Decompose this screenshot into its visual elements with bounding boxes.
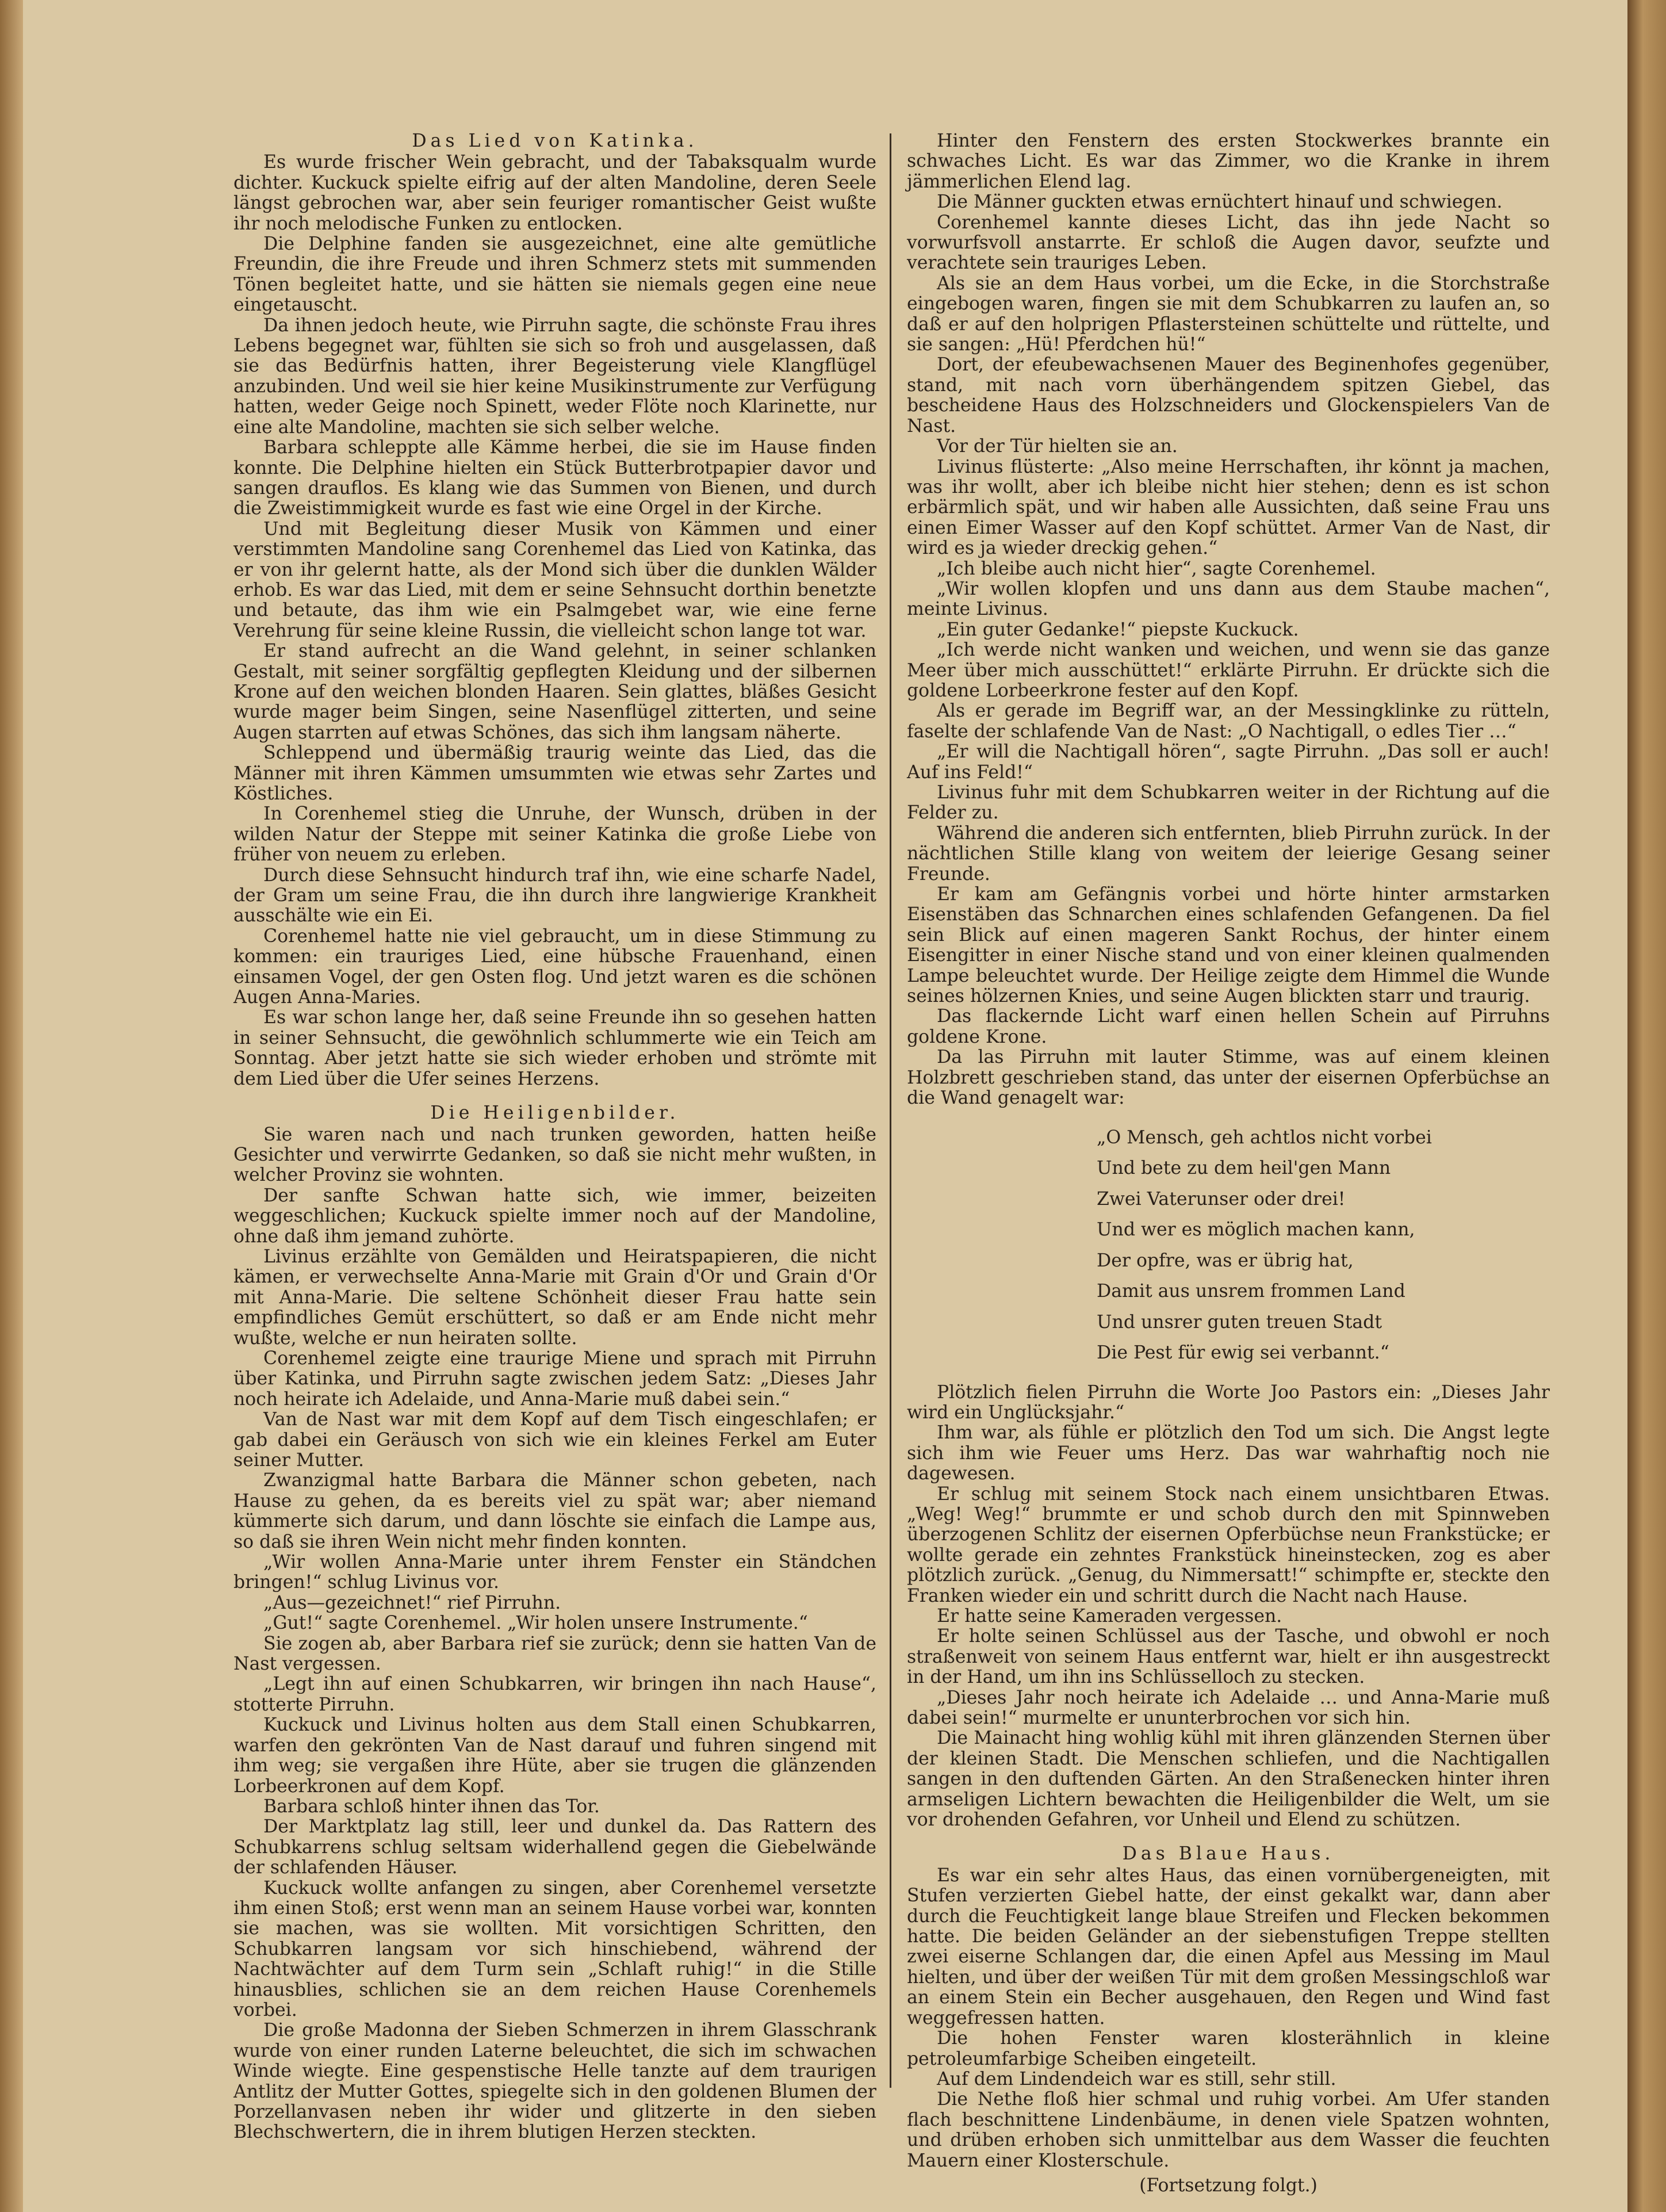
paragraph: „Ein guter Gedanke!“ piepste Kuckuck.	[937, 619, 1299, 640]
paragraph: „Wir wollen klopfen und uns dann aus dem Staube machen“, meinte Livinus.	[907, 578, 1550, 620]
verse-line: Die Pest für ewig sei verbannt.“	[1097, 1342, 1389, 1363]
paragraph: Corenhemel hatte nie viel gebraucht, um in diese Stimmung zu kommen: ein trauriges Lied, eine hübsche Frauenhand, einen einsamen Vogel, der gen Osten flog. Und jetzt waren es die schönen Augen Anna-Maries.	[233, 925, 876, 1008]
section-katinka-text	[233, 152, 876, 1089]
paragraph: Livinus erzählte von Gemälden und Heiratspapieren, die nicht kämen, er verwechselte Anna-Marie mit Grain d'Or und Grain d'Or mit Anna-Marie. Die seltene Schönheit dieser Frau hatte sein empfindliches Gemüt erschüttert, so daß er am Ende nicht mehr wußte, welche er nun heiraten sollte.	[233, 1246, 876, 1349]
paragraph: Barbara schloß hinter ihnen das Tor.	[263, 1796, 600, 1817]
paragraph: Während die anderen sich entfernten, blieb Pirruhn zurück. In der nächtlichen Stille klang von weitem der leierige Gesang seiner Freunde.	[907, 822, 1550, 885]
paragraph: Barbara schleppte alle Kämme herbei, die sie im Hause finden konnte. Die Delphine hielten ein Stück Butterbrotpapier davor und sangen drauflos. Es klang wie das Summen von Bienen, und durch die Zweistimmigkeit wurde es fast wie eine Orgel in der Kirche.	[233, 437, 876, 519]
verse-line: Und unsrer guten treuen Stadt	[1097, 1311, 1382, 1333]
continuation-note: (Fortsetzung folgt.)	[1139, 2175, 1318, 2196]
paragraph: Kuckuck wollte anfangen zu singen, aber Corenhemel versetzte ihm einen Stoß; erst wenn man an seinem Hause vorbei war, konnten sie machen, was sie wollten. Mit vorsichtigen Schritten, den Schubkarren langsam vor sich hinschiebend, während der Nachtwächter auf dem Turm sein „Schlaft ruhig!“ in die Stille hinausblies, schlichen sie an dem reichen Hause Corenhemels vorbei.	[233, 1877, 876, 2020]
paragraph: „Ich werde nicht wanken und weichen, und wenn sie das ganze Meer über mich ausschüttet!“ erklärte Pirruhn. Er drückte sich die goldene Lorbeerkrone fester auf den Kopf.	[907, 640, 1550, 701]
paragraph: Da ihnen jedoch heute, wie Pirruhn sagte, die schönste Frau ihres Lebens begegnet war, fühlten sie sich so froh und ausgelassen, daß sie das Bedürfnis hatten, ihrer Begeisterung viele Klangflügel anzubinden. Und weil sie hier keine Musikinstrumente zur Verfügung hatten, weder Geige noch Spinett, weder Flöte noch Klarinette, nur eine alte Mandoline, machten sie sich selber welche.	[233, 315, 876, 438]
paragraph: Der Marktplatz lag still, leer und dunkel da. Das Rattern des Schubkarrens schlug seltsam widerhallend gegen die Giebelwände der schlafenden Häuser.	[233, 1816, 876, 1878]
paragraph: Sie zogen ab, aber Barbara rief sie zurück; denn sie hatten Van de Nast vergessen.	[233, 1633, 876, 1675]
paragraph: Vor der Tür hielten sie an.	[937, 436, 1178, 457]
heading-das-blaue-haus: Das Blaue Haus.	[1122, 1843, 1335, 1865]
paragraph: Es war ein sehr altes Haus, das einen vornübergeneigten, mit Stufen verzierten Giebel hatte, der einst gekalkt war, dann aber durch die Feuchtigkeit lange blaue Streifen und Flecken bekommen hatte. Die beiden Geländer an der siebenstufigen Treppe stellten zwei eiserne Schlangen dar, die einen Apfel aus Messing im Maul hielten, und über der weißen Tür mit dem großen Messingschloß war an einem Stein ein Becher ausgehauen, den Regen und Wind fast weggefressen hatten.	[907, 1865, 1550, 2029]
verse-line: Und bete zu dem heil'gen Mann	[1097, 1158, 1391, 1178]
paragraph: Ihm war, als fühle er plötzlich den Tod um sich. Die Angst legte sich ihm wie Feuer ums Herz. Das war wahrhaftig noch nie dagewesen.	[907, 1422, 1550, 1484]
right-column	[907, 131, 1550, 2196]
verse-line: Und wer es möglich machen kann,	[1097, 1219, 1415, 1240]
paragraph: Da las Pirruhn mit lauter Stimme, was auf einem kleinen Holzbrett geschrieben stand, das unter der eisernen Opferbüchse an die Wand genagelt war:	[907, 1047, 1550, 1109]
verse-line: Zwei Vaterunser oder drei!	[1097, 1188, 1346, 1210]
paragraph: Auf dem Lindendeich war es still, sehr still.	[937, 2068, 1336, 2089]
section-blaue-haus-text	[907, 1866, 1550, 2171]
paragraph: Durch diese Sehnsucht hindurch traf ihn, wie eine scharfe Nadel, der Gram um seine Frau, die ihn durch ihre langwierige Krankheit ausschälte wie ein Ei.	[233, 864, 876, 927]
paragraph: Als er gerade im Begriff war, an der Messingklinke zu rütteln, faselte der schlafende Van de Nast: „O Nachtigall, o edles Tier …“	[907, 701, 1550, 742]
adjacent-page-edge	[1627, 0, 1666, 2212]
paragraph: Schleppend und übermäßig traurig weinte das Lied, das die Männer mit ihren Kämmen umsummten wie etwas sehr Zartes und Köstliches.	[233, 743, 876, 804]
paragraph: Die hohen Fenster waren klosterähnlich in kleine petroleumfarbige Scheiben eingeteilt.	[907, 2028, 1550, 2069]
paragraph: Kuckuck und Livinus holten aus dem Stall einen Schubkarren, warfen den gekrönten Van de Nast darauf und fuhren singend mit ihm weg; sie vergaßen ihre Hüte, aber sie trugen die glänzenden Lorbeerkronen auf dem Kopf.	[233, 1715, 876, 1797]
left-column	[233, 131, 876, 2143]
paragraph: Corenhemel kannte dieses Licht, das ihn jede Nacht so vorwurfsvoll anstarrte. Er schloß die Augen davor, seufzte und verachtete sein trauriges Leben.	[907, 212, 1550, 274]
paragraph: Die große Madonna der Sieben Schmerzen in ihrem Glasschrank wurde von einer runden Laterne beleuchtet, die sich im schwachen Winde wiegte. Eine gespenstische Helle tanzte auf dem traurigen Antlitz der Mutter Gottes, spiegelte sich in den goldenen Blumen der Porzellanvasen neben ihr wider und glitzerte in den sieben Blechschwertern, die in ihrem blutigen Herzen steckten.	[233, 2020, 876, 2143]
verse-line: Der opfre, was er übrig hat,	[1097, 1250, 1354, 1271]
page-binding-edge	[0, 0, 23, 2212]
paragraph: „Ich bleibe auch nicht hier“, sagte Corenhemel.	[937, 558, 1376, 579]
paragraph: Sie waren nach und nach trunken geworden, hatten heiße Gesichter und verwirrte Gedanken, so daß sie nicht mehr wußten, in welcher Provinz sie wohnten.	[233, 1124, 876, 1186]
paragraph: Livinus flüsterte: „Also meine Herrschaften, ihr könnt ja machen, was ihr wollt, aber ich bleibe nicht hier stehen; denn es ist schon erbärmlich spät, und wir haben alle Aussichten, daß seine Frau uns einen Eimer Wasser auf den Kopf schüttet. Armer Van de Nast, dir wird es ja wieder dreckig gehen.“	[907, 456, 1550, 559]
paragraph: „Gut!“ sagte Corenhemel. „Wir holen unsere Instrumente.“	[263, 1613, 808, 1634]
verse-line: „O Mensch, geh achtlos nicht vorbei	[1097, 1127, 1432, 1148]
paragraph: Corenhemel zeigte eine traurige Miene und sprach mit Pirruhn über Katinka, und Pirruhn sagte zwischen jedem Satz: „Dieses Jahr noch heirate ich Adelaide, und Anna-Marie muß dabei sein.“	[233, 1348, 876, 1410]
paragraph: Er hatte seine Kameraden vergessen.	[937, 1605, 1282, 1627]
paragraph: Er holte seinen Schlüssel aus der Tasche, und obwohl er noch straßenweit von seinem Haus entfernt war, hielt er ihn ausgestreckt in der Hand, um ihn ins Schlüsselloch zu stecken.	[907, 1626, 1550, 1688]
heading-die-heiligenbilder: Die Heiligenbilder.	[430, 1103, 680, 1124]
verse-inscription	[1097, 1123, 1550, 1369]
paragraph: Livinus fuhr mit dem Schubkarren weiter in der Richtung auf die Felder zu.	[907, 782, 1550, 824]
paragraph: Der sanfte Schwan hatte sich, wie immer, beizeiten weggeschlichen; Kuckuck spielte immer noch auf der Mandoline, ohne daß ihm jemand zuhörte.	[233, 1185, 876, 1247]
paragraph: In Corenhemel stieg die Unruhe, der Wunsch, drüben in der wilden Natur der Steppe mit seiner Katinka die große Liebe von früher von neuem zu erleben.	[233, 803, 876, 866]
paragraph: Hinter den Fenstern des ersten Stockwerkes brannte ein schwaches Licht. Es war das Zimmer, wo die Kranke in ihrem jämmerlichen Elend lag.	[907, 131, 1550, 192]
column-divider	[890, 133, 891, 2088]
paragraph: Die Delphine fanden sie ausgezeichnet, eine alte gemütliche Freundin, die ihre Freude und ihren Schmerz stets mit summenden Tönen begleitet hatte, und sie hätten sie niemals gegen eine neue eingetauscht.	[233, 234, 876, 316]
paragraph: Die Nethe floß hier schmal und ruhig vorbei. Am Ufer standen flach beschnittene Lindenbäume, in denen viele Spatzen wohnten, und drüben erhoben sich unmittelbar aus dem Wasser die feuchten Mauern einer Klosterschule.	[907, 2089, 1550, 2171]
heading-das-lied-von-katinka: Das Lied von Katinka.	[412, 131, 698, 151]
paragraph: Dort, der efeubewachsenen Mauer des Beginenhofes gegenüber, stand, mit nach vorn überhängendem spitzen Giebel, das bescheidene Haus des Holzschneiders und Glockenspielers Van de Nast.	[907, 354, 1550, 437]
section-heiligenbilder-end	[907, 1383, 1550, 1831]
paragraph: Es war schon lange her, daß seine Freunde ihn so gesehen hatten in seiner Sehnsucht, die gewöhnlich schlummerte wie ein Teich am Sonntag. Aber jetzt hatte sie sich wieder erhoben und strömte mit dem Lied über die Ufer seines Herzens.	[233, 1007, 876, 1089]
paragraph: Er kam am Gefängnis vorbei und hörte hinter armstarken Eisenstäben das Schnarchen eines schlafenden Gefangenen. Da fiel sein Blick auf einen mageren Sankt Rochus, der hinter einem Eisengitter in einer Nische stand und von einer kleinen qualmenden Lampe beleuchtet wurde. Der Heilige zeigte dem Himmel die Wunde seines hölzernen Knies, und seine Augen blickten starr und traurig.	[907, 884, 1550, 1007]
paragraph: „Wir wollen Anna-Marie unter ihrem Fenster ein Ständchen bringen!“ schlug Livinus vor.	[233, 1552, 876, 1593]
paragraph: Die Mainacht hing wohlig kühl mit ihren glänzenden Sternen über der kleinen Stadt. Die Menschen schliefen, und die Nachtigallen sangen in den duftenden Gärten. An den Straßenecken hinter ihren armseligen Lichtern bewachten die Heiligenbilder die Welt, um sie vor drohenden Gefahren, vor Unheil und Elend zu schützen.	[907, 1728, 1550, 1831]
paragraph: Die Männer guckten etwas ernüchtert hinauf und schwiegen.	[937, 192, 1503, 213]
paragraph: „Legt ihn auf einen Schubkarren, wir bringen ihn nach Hause“, stotterte Pirruhn.	[233, 1674, 876, 1715]
paragraph: „Er will die Nachtigall hören“, sagte Pirruhn. „Das soll er auch! Auf ins Feld!“	[907, 741, 1550, 783]
section-heiligenbilder-text	[233, 1125, 876, 2143]
verse-line: Damit aus unsrem frommen Land	[1097, 1281, 1405, 1302]
paragraph: Er schlug mit seinem Stock nach einem unsichtbaren Etwas. „Weg! Weg!“ brummte er und schob durch den mit Spinnweben überzogenen Schlitz der eisernen Opferbüchse neun Frankstücke; er wollte gerade ein zehntes Frankstück hineinstecken, zog es aber plötzlich zurück. „Genug, du Nimmersatt!“ schimpfte er, steckte den Franken wieder ein und schritt durch die Nacht nach Hause.	[907, 1483, 1550, 1606]
paragraph: Zwanzigmal hatte Barbara die Männer schon gebeten, nach Hause zu gehen, da es bereits viel zu spät war; aber niemand kümmerte sich darum, und dann löschte sie einfach die Lampe aus, so daß sie ihren Wein nicht mehr finden konnten.	[233, 1470, 876, 1552]
paragraph: Als sie an dem Haus vorbei, um die Ecke, in die Storchstraße eingebogen waren, fingen sie mit dem Schubkarren zu laufen an, so daß er auf den holprigen Pflastersteinen schüttelte und rüttelte, und sie sangen: „Hü! Pferdchen hü!“	[907, 273, 1550, 355]
paragraph: „Dieses Jahr noch heirate ich Adelaide … und Anna-Marie muß dabei sein!“ murmelte er ununterbrochen vor sich hin.	[907, 1687, 1550, 1728]
paragraph: Das flackernde Licht warf einen hellen Schein auf Pirruhns goldene Krone.	[907, 1006, 1550, 1047]
paragraph: Und mit Begleitung dieser Musik von Kämmen und einer verstimmten Mandoline sang Corenhemel das Lied von Katinka, das er von ihr gelernt hatte, als der Mond sich über die dunklen Wälder erhob. Es war das Lied, mit dem er seine Sehnsucht dorthin benetzte und betaute, das ihm wie ein Psalmgebet war, wie eine ferne Verehrung für seine kleine Russin, die vielleicht schon lange tot war.	[233, 518, 876, 641]
paragraph: Plötzlich fielen Pirruhn die Worte Joo Pastors ein: „Dieses Jahr wird ein Unglücksjahr.“	[907, 1381, 1550, 1423]
paragraph: „Aus—gezeichnet!“ rief Pirruhn.	[263, 1592, 561, 1613]
paragraph: Es wurde frischer Wein gebracht, und der Tabaksqualm wurde dichter. Kuckuck spielte eifrig auf der alten Mandoline, deren Seele längst gebrochen war, aber sein feuriger romantischer Geist wußte ihr noch melodische Funken zu entlocken.	[233, 152, 876, 234]
section-heiligenbilder-continued	[907, 131, 1550, 1109]
paragraph: Van de Nast war mit dem Kopf auf dem Tisch eingeschlafen; er gab dabei ein Geräusch von sich wie ein kleines Ferkel am Euter seiner Mutter.	[233, 1409, 876, 1471]
paragraph: Er stand aufrecht an die Wand gelehnt, in seiner schlanken Gestalt, mit seiner sorgfältig gepflegten Kleidung und der silbernen Krone auf den weichen blonden Haaren. Sein glattes, bläßes Gesicht wurde mager beim Singen, seine Nasenflügel zitterten, und seine Augen starrten auf etwas Schönes, das sich ihm langsam näherte.	[233, 641, 876, 743]
